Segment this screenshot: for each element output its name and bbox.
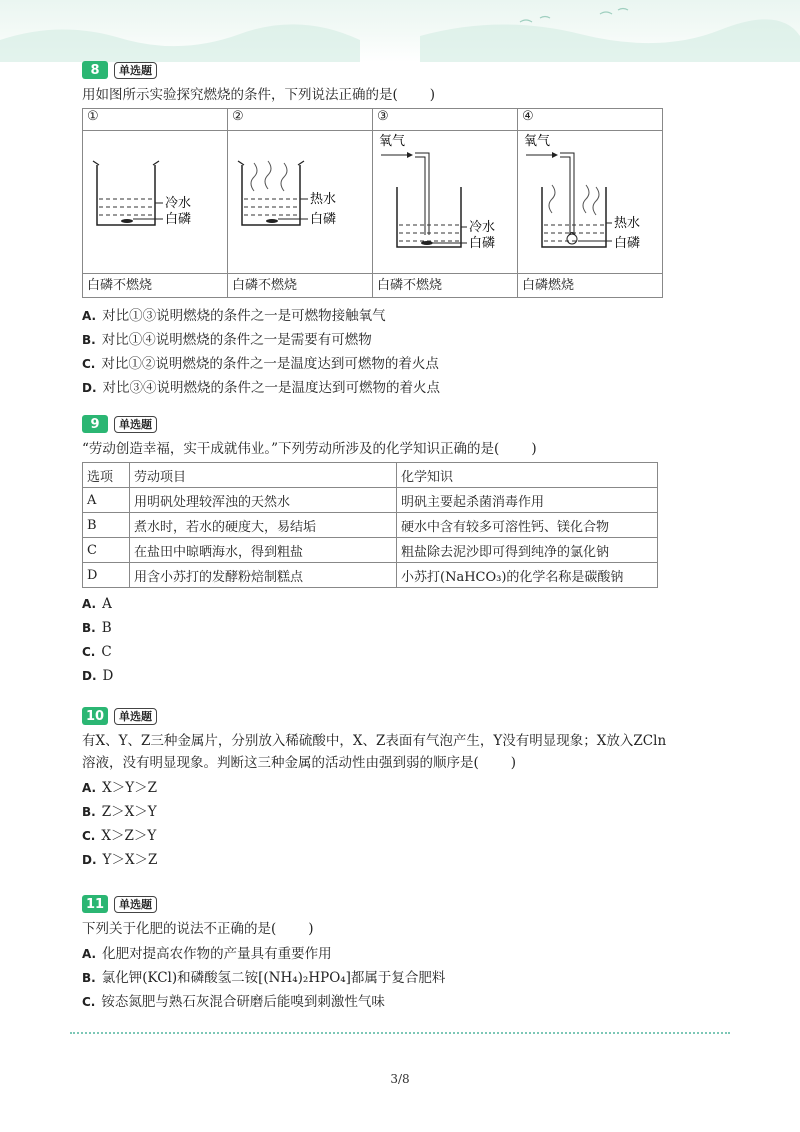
svg-text:热水: 热水 xyxy=(614,216,641,231)
option-c[interactable]: C. 铵态氮肥与熟石灰混合研磨后能嗅到刺激性气味 xyxy=(82,994,385,1010)
table-header: 化学知识 xyxy=(397,463,658,488)
question-stem: 下列关于化肥的说法不正确的是( ) xyxy=(82,921,314,937)
option-c[interactable]: C. C xyxy=(82,644,112,660)
experiment-header-3: ③ xyxy=(373,109,518,131)
question-number: 10 xyxy=(82,707,108,725)
svg-text:冷水: 冷水 xyxy=(165,196,192,211)
svg-text:冷水: 冷水 xyxy=(469,220,496,235)
options-list xyxy=(82,942,445,1014)
question-type-badge: 单选题 xyxy=(114,62,157,79)
knowledge-table xyxy=(82,462,658,588)
svg-text:白磷: 白磷 xyxy=(614,236,641,251)
experiment-result-3: 白磷不燃烧 xyxy=(373,274,518,298)
page-number: 3/8 xyxy=(390,1072,410,1086)
option-b[interactable]: B. Z＞X＞Y xyxy=(82,804,157,820)
table-row: D 用含小苏打的发酵粉焙制糕点 小苏打(NaHCO₃)的化学名称是碳酸钠 xyxy=(83,563,658,588)
svg-text:热水: 热水 xyxy=(310,192,337,207)
option-d[interactable]: D. 对比③④说明燃烧的条件之一是温度达到可燃物的着火点 xyxy=(82,380,441,396)
table-row: B 煮水时，若水的硬度大，易结垢 硬水中含有较多可溶性钙、镁化合物 xyxy=(83,513,658,538)
dotted-divider xyxy=(70,1032,730,1034)
option-d[interactable]: D. Y＞X＞Z xyxy=(82,852,158,868)
options-list xyxy=(82,592,658,688)
beaker-oxygen-hot-water-icon xyxy=(522,131,658,269)
question-number: 8 xyxy=(82,61,108,79)
question-stem-line-2: 溶液，没有明显现象。判断这三种金属的活动性由强到弱的顺序是( ) xyxy=(82,755,517,771)
question-number: 11 xyxy=(82,895,108,913)
svg-text:白磷: 白磷 xyxy=(469,236,496,251)
experiment-table xyxy=(82,108,663,298)
option-d[interactable]: D. D xyxy=(82,668,114,684)
question-stem: 用如图所示实验探究燃烧的条件，下列说法正确的是( ) xyxy=(82,87,436,103)
beaker-figure-1 xyxy=(83,131,228,274)
svg-text:氧气: 氧气 xyxy=(379,134,406,149)
question-8 xyxy=(82,60,663,400)
option-b[interactable]: B. B xyxy=(82,620,112,636)
question-type-badge: 单选题 xyxy=(114,416,157,433)
question-stem: “劳动创造幸福，实干成就伟业。”下列劳动所涉及的化学知识正确的是( ) xyxy=(82,441,537,457)
option-a[interactable]: A. 对比①③说明燃烧的条件之一是可燃物接触氧气 xyxy=(82,308,386,324)
beaker-hot-water-icon xyxy=(232,131,368,269)
beaker-oxygen-cold-water-icon xyxy=(377,131,513,269)
option-a[interactable]: A. 化肥对提高农作物的产量具有重要作用 xyxy=(82,946,332,962)
option-a[interactable]: A. X＞Y＞Z xyxy=(82,780,157,796)
experiment-result-4: 白磷燃烧 xyxy=(518,274,663,298)
beaker-figure-2 xyxy=(228,131,373,274)
experiment-result-1: 白磷不燃烧 xyxy=(83,274,228,298)
question-10 xyxy=(82,706,666,872)
header-banner xyxy=(0,0,800,62)
svg-text:氧气: 氧气 xyxy=(524,134,551,149)
experiment-result-2: 白磷不燃烧 xyxy=(228,274,373,298)
experiment-header-1: ① xyxy=(83,109,228,131)
table-header: 劳动项目 xyxy=(130,463,397,488)
table-row: A 用明矾处理较浑浊的天然水 明矾主要起杀菌消毒作用 xyxy=(83,488,658,513)
beaker-figure-3 xyxy=(373,131,518,274)
option-c[interactable]: C. 对比①②说明燃烧的条件之一是温度达到可燃物的着火点 xyxy=(82,356,439,372)
option-a[interactable]: A. A xyxy=(82,596,112,612)
question-9 xyxy=(82,414,658,688)
cloud-decoration xyxy=(0,0,800,62)
table-header: 选项 xyxy=(83,463,130,488)
option-b[interactable]: B. 氯化钾(KCl)和磷酸氢二铵[(NH₄)₂HPO₄]都属于复合肥料 xyxy=(82,970,446,986)
option-c[interactable]: C. X＞Z＞Y xyxy=(82,828,157,844)
svg-text:白磷: 白磷 xyxy=(310,212,337,227)
table-row: C 在盐田中晾晒海水，得到粗盐 粗盐除去泥沙即可得到纯净的氯化钠 xyxy=(83,538,658,563)
options-list xyxy=(82,776,666,872)
question-type-badge: 单选题 xyxy=(114,708,157,725)
option-b[interactable]: B. 对比①④说明燃烧的条件之一是需要有可燃物 xyxy=(82,332,372,348)
question-number: 9 xyxy=(82,415,108,433)
question-11 xyxy=(82,894,445,1014)
experiment-header-4: ④ xyxy=(518,109,663,131)
beaker-cold-water-icon xyxy=(87,131,223,269)
beaker-figure-4 xyxy=(518,131,663,274)
question-type-badge: 单选题 xyxy=(114,896,157,913)
options-list xyxy=(82,304,663,400)
question-stem-line-1: 有X、Y、Z三种金属片，分别放入稀硫酸中，X、Z表面有气泡产生，Y没有明显现象；X放入ZCln xyxy=(82,733,667,749)
experiment-header-2: ② xyxy=(228,109,373,131)
svg-text:白磷: 白磷 xyxy=(165,212,192,227)
